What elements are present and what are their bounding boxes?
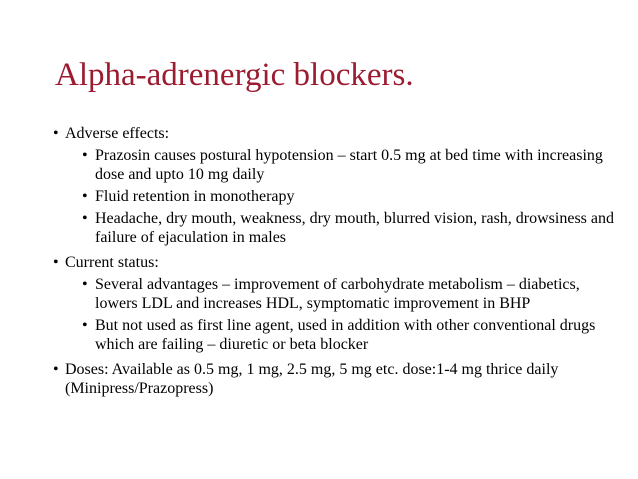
bullet-icon: • <box>82 188 88 205</box>
bullet-text: Current status: <box>65 254 159 271</box>
slide-title: Alpha-adrenergic blockers. <box>55 57 414 93</box>
bullet-icon: • <box>82 276 88 293</box>
slide-content <box>55 124 615 401</box>
sub-bullet-text: Fluid retention in monotherapy <box>95 188 295 205</box>
bullet-point <box>55 124 615 247</box>
sub-bullet-text: But not used as first line agent, used in addition with other conventional drugs which are failing – diuretic or beta blocker <box>95 317 596 353</box>
bullet-point <box>55 360 615 398</box>
sub-bullet-text: Several advantages – improvement of carbohydrate metabolism – diabetics, lowers LDL and increases HDL, symptomatic improvement in BHP <box>95 276 580 312</box>
sub-bullet-point <box>65 209 615 247</box>
bullet-icon: • <box>82 317 88 334</box>
sub-bullet-text: Prazosin causes postural hypotension – start 0.5 mg at bed time with increasing dose and upto 10 mg daily <box>95 147 603 183</box>
bullet-text: Adverse effects: <box>65 125 170 142</box>
bullet-icon: • <box>53 361 59 378</box>
sub-bullet-point <box>65 146 615 184</box>
sub-bullet-point <box>65 187 615 206</box>
bullet-icon: • <box>53 254 59 271</box>
bullet-icon: • <box>82 147 88 164</box>
bullet-point <box>55 253 615 354</box>
sub-bullet-point <box>65 316 615 354</box>
bullet-icon: • <box>82 210 88 227</box>
bullet-text: Doses: Available as 0.5 mg, 1 mg, 2.5 mg, 5 mg etc. dose:1-4 mg thrice daily (Minipress/Prazopress) <box>65 361 559 397</box>
bullet-icon: • <box>53 125 59 142</box>
sub-bullet-text: Headache, dry mouth, weakness, dry mouth, blurred vision, rash, drowsiness and failure of ejaculation in males <box>95 210 614 246</box>
sub-bullet-point <box>65 275 615 313</box>
